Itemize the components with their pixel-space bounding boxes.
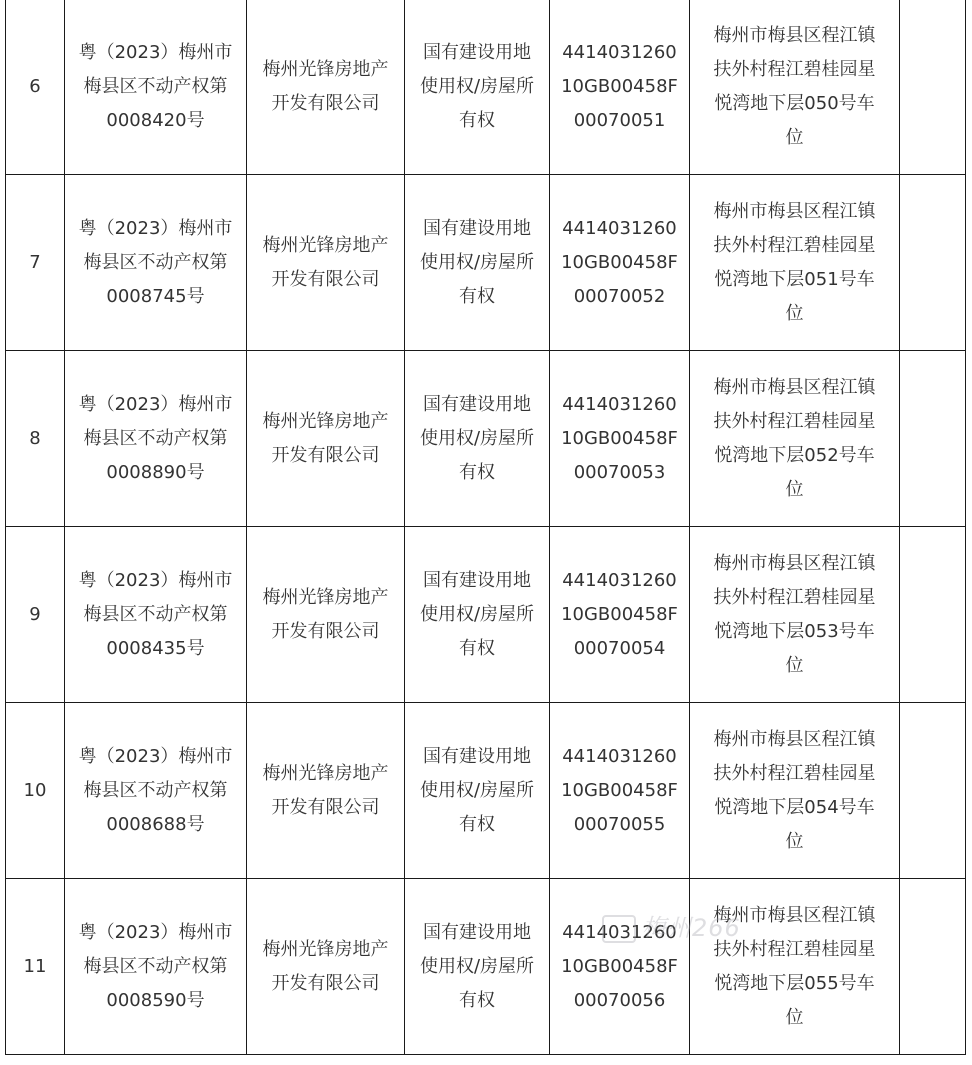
location: 梅州市梅县区程江镇 扶外村程江碧桂园星 悦湾地下层050号车 位 [690,0,900,175]
row-number: 9 [6,527,65,703]
table-wrapper [5,0,966,1055]
unit-number: 4414031260 10GB00458F 00070053 [550,351,690,527]
unit-number: 4414031260 10GB00458F 00070052 [550,175,690,351]
row-number: 8 [6,351,65,527]
right-type: 国有建设用地 使用权/房屋所 有权 [405,879,550,1055]
certificate-number: 粤（2023）梅州市 梅县区不动产权第 0008435号 [65,527,247,703]
owner-name: 梅州光锋房地产 开发有限公司 [247,703,405,879]
row-number: 11 [6,879,65,1055]
note-cell [900,527,966,703]
owner-name: 梅州光锋房地产 开发有限公司 [247,879,405,1055]
note-cell [900,175,966,351]
owner-name: 梅州光锋房地产 开发有限公司 [247,0,405,175]
note-cell [900,879,966,1055]
owner-name: 梅州光锋房地产 开发有限公司 [247,351,405,527]
note-cell [900,351,966,527]
certificate-number: 粤（2023）梅州市 梅县区不动产权第 0008590号 [65,879,247,1055]
table-row [6,351,966,527]
row-number: 10 [6,703,65,879]
certificate-number: 粤（2023）梅州市 梅县区不动产权第 0008420号 [65,0,247,175]
certificate-number: 粤（2023）梅州市 梅县区不动产权第 0008688号 [65,703,247,879]
owner-name: 梅州光锋房地产 开发有限公司 [247,527,405,703]
right-type: 国有建设用地 使用权/房屋所 有权 [405,527,550,703]
table-row [6,703,966,879]
note-cell [900,0,966,175]
location: 梅州市梅县区程江镇 扶外村程江碧桂园星 悦湾地下层053号车 位 [690,527,900,703]
watermark-text: 梅州266 [642,914,741,942]
unit-number: 4414031260 10GB00458F 00070056 [550,879,690,1055]
unit-number: 4414031260 10GB00458F 00070051 [550,0,690,175]
location: 梅州市梅县区程江镇 扶外村程江碧桂园星 悦湾地下层054号车 位 [690,703,900,879]
certificate-number: 粤（2023）梅州市 梅县区不动产权第 0008745号 [65,175,247,351]
table-row [6,175,966,351]
table-row [6,527,966,703]
location: 梅州市梅县区程江镇 扶外村程江碧桂园星 悦湾地下层051号车 位 [690,175,900,351]
location: 梅州市梅县区程江镇 扶外村程江碧桂园星 悦湾地下层055号车 位 [690,879,900,1055]
table-row [6,0,966,175]
row-number: 7 [6,175,65,351]
certificate-number: 粤（2023）梅州市 梅县区不动产权第 0008890号 [65,351,247,527]
row-number: 6 [6,0,65,175]
unit-number: 4414031260 10GB00458F 00070054 [550,527,690,703]
location: 梅州市梅县区程江镇 扶外村程江碧桂园星 悦湾地下层052号车 位 [690,351,900,527]
right-type: 国有建设用地 使用权/房屋所 有权 [405,175,550,351]
unit-number: 4414031260 10GB00458F 00070055 [550,703,690,879]
owner-name: 梅州光锋房地产 开发有限公司 [247,175,405,351]
note-cell [900,703,966,879]
right-type: 国有建设用地 使用权/房屋所 有权 [405,703,550,879]
right-type: 国有建设用地 使用权/房屋所 有权 [405,0,550,175]
right-type: 国有建设用地 使用权/房屋所 有权 [405,351,550,527]
table-row [6,879,966,1055]
property-rights-table [5,0,966,1055]
